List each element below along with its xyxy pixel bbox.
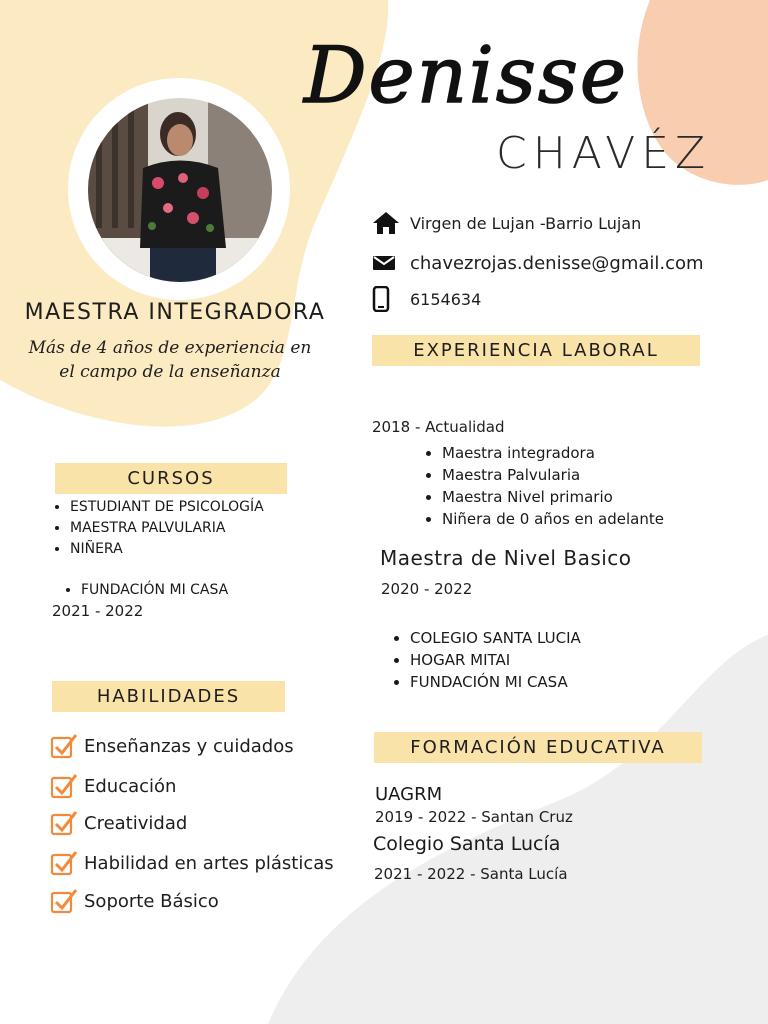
- experiencia-heading: EXPERIENCIA LABORAL: [372, 335, 700, 366]
- skill-item: [50, 810, 187, 836]
- skill-item: [50, 773, 176, 799]
- contact-phone: [372, 286, 481, 312]
- phone-text: 6154634: [410, 289, 482, 309]
- cursos-heading: CURSOS: [55, 463, 287, 494]
- list-item: • HOGAR MITAI: [410, 649, 581, 671]
- list-item: • Maestra Palvularia: [442, 464, 664, 486]
- skill-label: Creatividad: [84, 812, 188, 834]
- first-name: Denisse: [304, 31, 629, 121]
- summary-line-2: el campo de la enseñanza: [59, 362, 281, 382]
- checkbox-check-icon: [50, 733, 78, 759]
- school-1-detail: 2019 - 2022 - Santan Cruz: [375, 808, 573, 826]
- profile-photo: [88, 98, 272, 282]
- job2-places: [392, 627, 581, 693]
- list-item: • Niñera de 0 años en adelante: [442, 508, 664, 530]
- profile-summary: [0, 336, 340, 384]
- summary-line-1: Más de 4 años de experiencia en: [28, 338, 312, 358]
- list-item: • FUNDACIÓN MI CASA: [410, 671, 581, 693]
- skill-item: [50, 733, 294, 759]
- list-item: • NIÑERA: [70, 539, 370, 560]
- checkbox-check-icon: [50, 773, 78, 799]
- home-icon: [372, 210, 402, 236]
- list-item: • Maestra Nivel primario: [442, 486, 664, 508]
- habilidades-heading: HABILIDADES: [52, 681, 285, 712]
- checkbox-check-icon: [50, 888, 78, 914]
- job-title: MAESTRA INTEGRADORA: [24, 300, 326, 325]
- skill-label: Educación: [84, 775, 177, 797]
- skill-label: Soporte Básico: [84, 890, 219, 912]
- contact-address: [372, 210, 641, 236]
- cursos-extra: [63, 580, 228, 601]
- school-2-name: Colegio Santa Lucía: [373, 833, 561, 855]
- job2-period: 2020 - 2022: [381, 580, 473, 598]
- skill-label: Habilidad en artes plásticas: [84, 852, 334, 874]
- contact-email: [372, 250, 704, 276]
- skill-item: [50, 888, 219, 914]
- experiencia-roles-1: [424, 442, 664, 530]
- checkbox-check-icon: [50, 810, 78, 836]
- cursos-extra-years: 2021 - 2022: [52, 602, 144, 620]
- checkbox-check-icon: [50, 850, 78, 876]
- school-2-detail: 2021 - 2022 - Santa Lucía: [374, 865, 568, 883]
- cursos-list: [52, 497, 370, 560]
- email-link[interactable]: chavezrojas.denisse@gmail.com: [410, 252, 704, 274]
- phone-icon: [372, 286, 402, 312]
- job2-title: Maestra de Nivel Basico: [380, 546, 632, 570]
- list-item: • ESTUDIANT DE PSICOLOGÍA: [70, 497, 370, 518]
- list-item: • FUNDACIÓN MI CASA: [81, 580, 228, 601]
- address-text: Virgen de Lujan -Barrio Lujan: [410, 213, 642, 233]
- school-1-name: UAGRM: [375, 784, 443, 805]
- list-item: • Maestra integradora: [442, 442, 664, 464]
- last-name: CHAVÉZ: [496, 128, 712, 179]
- mail-icon: [372, 250, 402, 276]
- experiencia-period-1: 2018 - Actualidad: [372, 418, 505, 436]
- skill-label: Enseñanzas y cuidados: [84, 735, 294, 757]
- formacion-heading: FORMACIÓN EDUCATIVA: [374, 732, 702, 763]
- gray-blob: [268, 635, 768, 1024]
- list-item: • MAESTRA PALVULARIA: [70, 518, 370, 539]
- skill-item: [50, 850, 334, 876]
- first-name-script: [300, 22, 680, 132]
- list-item: • COLEGIO SANTA LUCIA: [410, 627, 581, 649]
